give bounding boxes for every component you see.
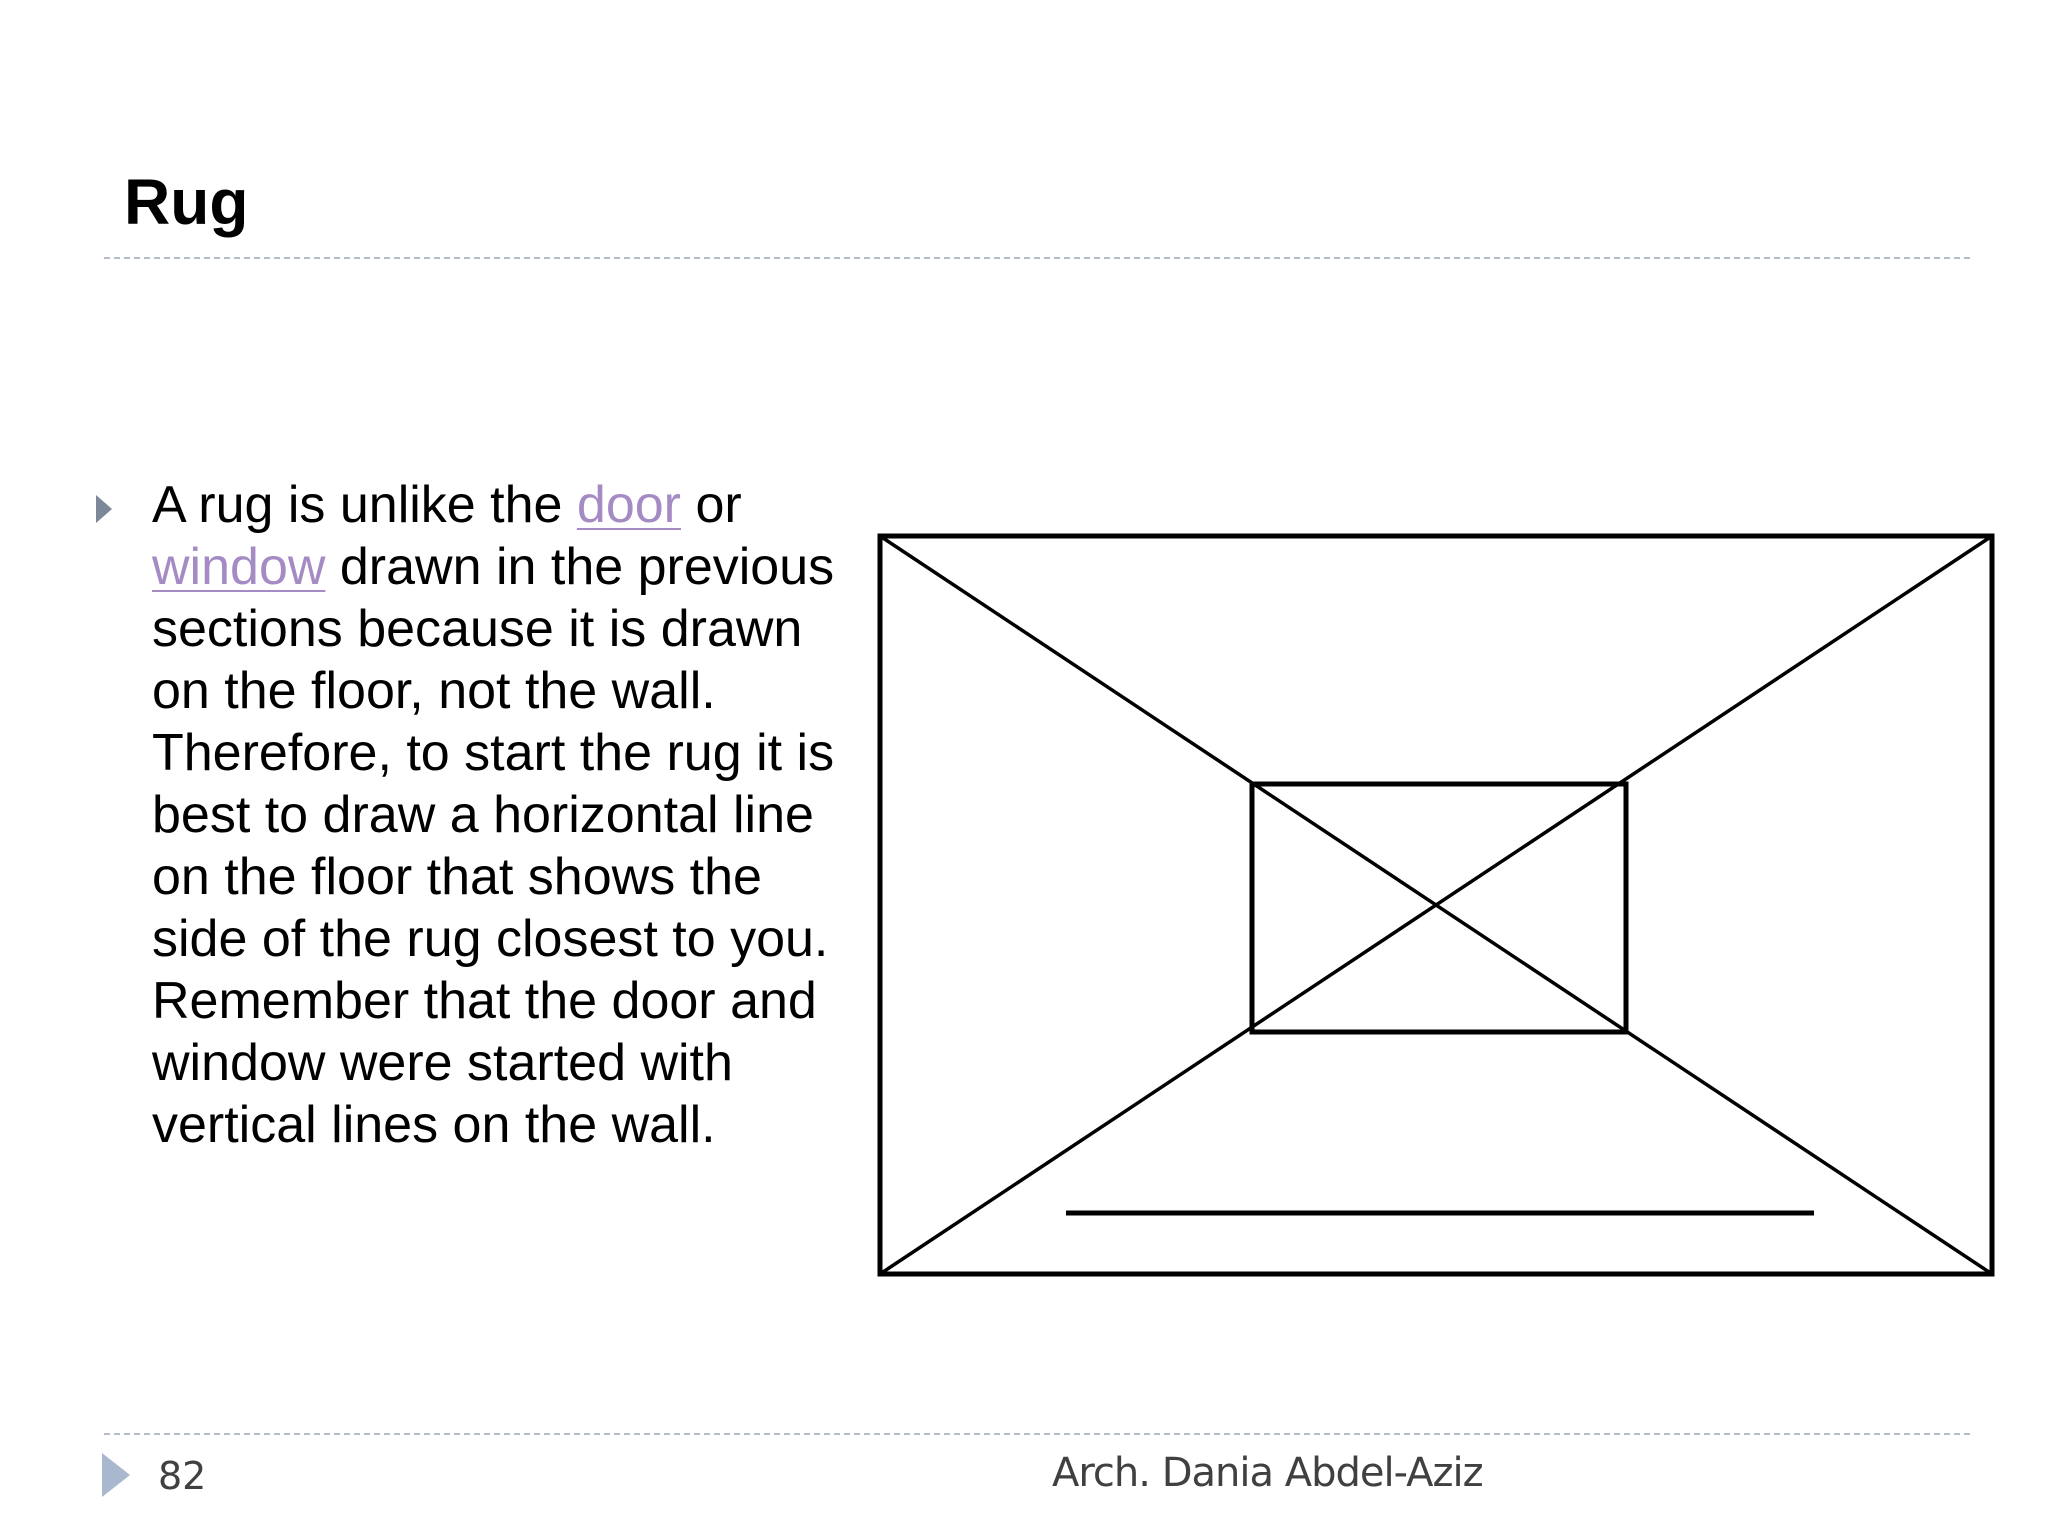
footer-author: Arch. Dania Abdel-Aziz: [1052, 1450, 1483, 1496]
triangle-right-icon: [96, 495, 112, 523]
body-text-part3: drawn in the previous sections because it is drawn on the floor, not the wall. Therefore, to start the rug it is best to draw a horizontal line on the floor that shows the side of the rug closest to you. Remember that the door and window were started with vertical lines on the wall.: [152, 538, 835, 1154]
body-text-part2: or: [681, 476, 742, 534]
door-link[interactable]: door: [576, 476, 681, 534]
footer-divider: [104, 1433, 1970, 1435]
footer-triangle-icon: [102, 1453, 130, 1497]
slide-title: Rug: [124, 166, 249, 238]
page-number: 82: [158, 1454, 207, 1498]
window-link[interactable]: window: [152, 538, 326, 596]
body-text-part1: A rug is unlike the: [152, 476, 577, 534]
body-paragraph: [152, 474, 842, 1156]
rug-perspective-diagram: [876, 532, 1996, 1278]
title-divider: [104, 257, 1970, 259]
